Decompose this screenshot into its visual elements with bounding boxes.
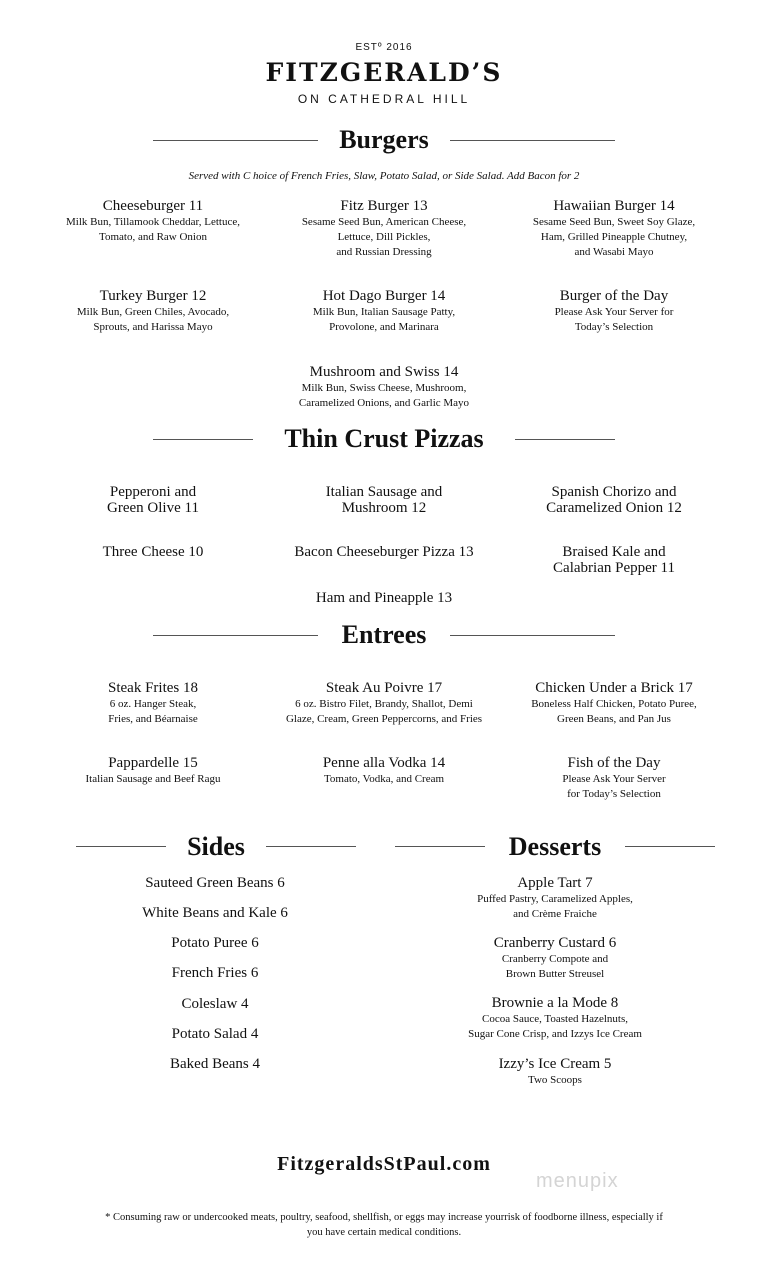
item-desc: and Russian Dressing [336, 246, 432, 258]
item-desc: Lettuce, Dill Pickles, [337, 231, 431, 243]
menu-item [38, 198, 268, 245]
menu-item [499, 680, 729, 727]
item-desc: and Crème Fraiche [513, 908, 597, 920]
section-title-pizzas: Thin Crust Pizzas [284, 424, 484, 453]
item-name: Spanish Chorizo and [551, 484, 677, 500]
section-title-entrees: Entrees [341, 620, 427, 649]
menu-item [499, 288, 729, 335]
menu-item [33, 544, 273, 560]
item-desc: Provolone, and Marinara [329, 321, 439, 333]
menu-item [38, 755, 268, 787]
dessert-item [430, 1056, 680, 1088]
dessert-item [430, 875, 680, 922]
menu-item [499, 755, 729, 802]
item-desc: 6 oz. Hanger Steak, [109, 698, 197, 710]
item-name: Cranberry Custard 6 [493, 935, 617, 951]
divider [266, 846, 356, 847]
item-name: Fitz Burger 13 [340, 198, 428, 214]
side-item: Potato Puree 6 [171, 935, 259, 951]
divider [625, 846, 715, 847]
item-desc: Milk Bun, Italian Sausage Patty, [312, 306, 456, 318]
item-name: Calabrian Pepper 11 [553, 560, 675, 576]
menu-item [38, 288, 268, 335]
burgers-note: Served with C hoice of French Fries, Slaw, Potato Salad, or Side Salad. Add Bacon for 2 [188, 170, 580, 182]
side-item: White Beans and Kale 6 [142, 905, 288, 921]
menu-item [499, 198, 729, 260]
menu-item [264, 544, 504, 560]
item-name: Ham and Pineapple 13 [315, 590, 453, 606]
divider [395, 846, 485, 847]
item-desc: Caramelized Onions, and Garlic Mayo [298, 397, 470, 409]
side-item: French Fries 6 [171, 965, 259, 981]
item-name: Pepperoni and [109, 484, 197, 500]
item-name: Italian Sausage and [325, 484, 443, 500]
menu-item [494, 544, 734, 576]
menu-item [264, 484, 504, 516]
item-name: Green Olive 11 [107, 500, 199, 516]
divider [76, 846, 166, 847]
item-name: Bacon Cheeseburger Pizza 13 [294, 544, 474, 560]
menu-item [269, 288, 499, 335]
item-desc: Green Beans, and Pan Jus [557, 713, 671, 725]
item-desc: Fries, and Béarnaise [108, 713, 198, 725]
item-desc: Puffed Pastry, Caramelized Apples, [477, 893, 633, 905]
item-desc: Milk Bun, Tillamook Cheddar, Lettuce, [65, 216, 241, 228]
item-desc: Sugar Cone Crisp, and Izzys Ice Cream [468, 1028, 642, 1040]
menu-item [33, 484, 273, 516]
section-title-desserts: Desserts [508, 832, 602, 861]
established-label: ESTº 2016 [355, 42, 413, 53]
divider [153, 140, 318, 141]
item-desc: for Today’s Selection [567, 788, 661, 800]
menu-item [38, 680, 268, 727]
item-name: Fish of the Day [567, 755, 661, 771]
item-desc: Brown Butter Streusel [505, 968, 605, 980]
section-title-burgers: Burgers [339, 125, 429, 154]
item-desc: Sprouts, and Harissa Mayo [93, 321, 213, 333]
item-name: Turkey Burger 12 [99, 288, 207, 304]
item-name: Mushroom 12 [341, 500, 427, 516]
dessert-item [430, 935, 680, 982]
divider [515, 439, 615, 440]
side-item: Baked Beans 4 [170, 1056, 260, 1072]
item-name: Cheeseburger 11 [102, 198, 204, 214]
item-desc: Glaze, Cream, Green Peppercorns, and Fries [285, 713, 483, 725]
item-desc: Italian Sausage and Beef Ragu [85, 773, 221, 785]
item-name: Penne alla Vodka 14 [322, 755, 446, 771]
item-desc: Tomato, and Raw Onion [99, 231, 207, 243]
item-desc: Milk Bun, Swiss Cheese, Mushroom, [301, 382, 467, 394]
item-desc: and Wasabi Mayo [574, 246, 654, 258]
item-desc: Two Scoops [528, 1074, 582, 1086]
menu-item [269, 198, 499, 260]
menu-item [494, 484, 734, 516]
item-desc: Please Ask Your Server for [554, 306, 674, 318]
restaurant-subtitle: ON CATHEDRAL HILL [297, 92, 471, 106]
divider [153, 635, 318, 636]
disclaimer-line: * Consuming raw or undercooked meats, poultry, seafood, shellfish, or eggs may increase yourrisk of foodborne illness, especially if [105, 1212, 663, 1223]
item-name: Hawaiian Burger 14 [553, 198, 675, 214]
item-desc: Cocoa Sauce, Toasted Hazelnuts, [482, 1013, 628, 1025]
item-name: Brownie a la Mode 8 [491, 995, 619, 1011]
item-desc: Today’s Selection [574, 321, 654, 333]
item-name: Steak Au Poivre 17 [325, 680, 443, 696]
item-desc: 6 oz. Bistro Filet, Brandy, Shallot, Demi [295, 698, 473, 710]
divider [450, 635, 615, 636]
disclaimer [40, 1210, 728, 1240]
item-name: Braised Kale and [562, 544, 666, 560]
item-desc: Boneless Half Chicken, Potato Puree, [531, 698, 697, 710]
divider [450, 140, 615, 141]
menu-item [269, 680, 499, 727]
website-link[interactable]: FitzgeraldsStPaul.com [277, 1153, 491, 1175]
item-name: Caramelized Onion 12 [546, 500, 682, 516]
item-name: Three Cheese 10 [102, 544, 204, 560]
item-desc: Ham, Grilled Pineapple Chutney, [540, 231, 688, 243]
item-desc: Tomato, Vodka, and Cream [323, 773, 445, 785]
item-name: Mushroom and Swiss 14 [309, 364, 459, 380]
item-desc: Sesame Seed Bun, Sweet Soy Glaze, [532, 216, 696, 228]
divider [153, 439, 253, 440]
item-name: Apple Tart 7 [517, 875, 593, 891]
menu-item [269, 755, 499, 787]
side-item: Sauteed Green Beans 6 [145, 875, 285, 891]
item-desc: Please Ask Your Server [562, 773, 666, 785]
item-name: Hot Dago Burger 14 [322, 288, 446, 304]
menu-item [269, 364, 499, 411]
side-item: Coleslaw 4 [181, 996, 249, 1012]
item-desc: Sesame Seed Bun, American Cheese, [301, 216, 467, 228]
item-name: Steak Frites 18 [108, 680, 198, 696]
item-desc: Milk Bun, Green Chiles, Avocado, [76, 306, 230, 318]
section-title-sides: Sides [187, 832, 245, 861]
item-name: Chicken Under a Brick 17 [535, 680, 693, 696]
item-name: Pappardelle 15 [108, 755, 198, 771]
disclaimer-line: you have certain medical conditions. [306, 1227, 462, 1238]
item-name: Izzy’s Ice Cream 5 [498, 1056, 612, 1072]
dessert-item [430, 995, 680, 1042]
restaurant-name: FITZGERALD’S [265, 58, 503, 87]
item-name: Burger of the Day [559, 288, 669, 304]
side-item: Potato Salad 4 [171, 1026, 259, 1042]
item-desc: Cranberry Compote and [501, 953, 609, 965]
watermark: menupix [536, 1170, 619, 1192]
menu-item [264, 590, 504, 606]
